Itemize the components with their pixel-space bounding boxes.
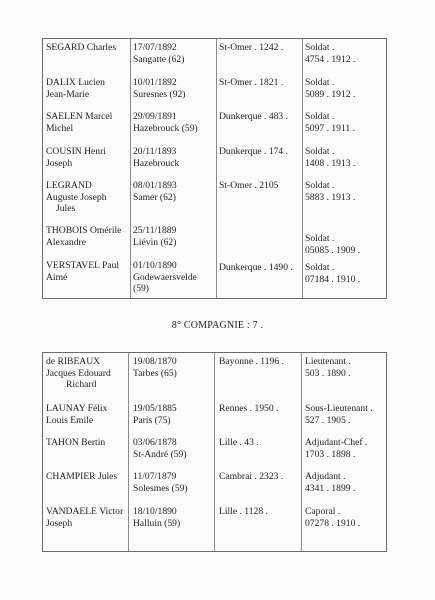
birth-cell (133, 77, 217, 100)
rank-title: Soldat . (305, 77, 335, 88)
recruitment-cell: St-Omer . 1242 . (219, 42, 284, 53)
surname-line: SAELEN Marcel (46, 111, 113, 122)
rank-number: 503 . 1890 . (305, 367, 351, 379)
rank-cell (305, 180, 385, 203)
surname-line: LEGRAND (46, 180, 92, 191)
rank-title: Adjudant . (305, 471, 346, 482)
given-name-line: Richard (66, 379, 97, 390)
given-name-line: Jules (56, 203, 76, 214)
surname-line: SEGARD Charles (46, 42, 117, 53)
birth-place: Sangatte (62) (133, 53, 185, 65)
surname-line: DALIX Lucien (46, 77, 105, 88)
rank-title: Caporal . (305, 506, 341, 517)
rank-cell (305, 146, 385, 169)
birth-place: Godewaersvelde (133, 271, 197, 283)
birth-date: 11/07/1879 (133, 471, 177, 482)
given-name-line: Jacques Edouard (46, 367, 111, 379)
rank-cell (305, 506, 385, 529)
name-cell (46, 506, 130, 529)
recruitment-cell: Lille . 43 . (219, 437, 259, 448)
recruitment-cell: St-Omer . 2105 (219, 180, 279, 191)
name-cell (46, 146, 130, 169)
rank-cell (305, 403, 385, 426)
name-cell (46, 42, 130, 54)
rank-title: Soldat . (305, 262, 335, 273)
birth-place: Solesmes (59) (133, 482, 188, 494)
birth-place: Suresnes (92) (133, 88, 186, 100)
name-cell (46, 77, 130, 100)
rank-cell (305, 233, 385, 256)
birth-date: 08/01/1893 (133, 180, 177, 191)
given-name-line: Joseph (46, 157, 73, 169)
birth-place: Samer (62) (133, 191, 176, 203)
rank-number: 07278 . 1910 . (305, 517, 361, 529)
birth-date: 25/11/1889 (133, 225, 177, 236)
rank-title: Soldat . (305, 180, 335, 191)
birth-cell (133, 356, 217, 379)
surname-line: VERSTAVEL Paul (46, 260, 120, 271)
rank-number: 1703 . 1898 . (305, 448, 356, 460)
name-cell (46, 111, 130, 134)
birth-place: Tarbes (65) (133, 367, 177, 379)
birth-cell (133, 403, 217, 426)
column-divider (301, 353, 302, 551)
rank-number: 527 . 1905 . (305, 414, 351, 426)
given-name-line: Aimé (46, 271, 68, 283)
recruitment-cell: St-Omer . 1821 . (219, 77, 284, 88)
rank-number: 5883 . 1913 . (305, 191, 356, 203)
rank-cell (305, 262, 385, 285)
recruitment-cell: Dunkerque . 1490 . (219, 262, 293, 273)
birth-cell (133, 471, 217, 494)
column-divider (130, 39, 131, 298)
birth-date: 18/10/1890 (133, 506, 177, 517)
rank-title: Soldat . (305, 111, 335, 122)
birth-date: 20/11/1893 (133, 146, 177, 157)
given-name-line: Alexandre (46, 236, 86, 248)
rank-number: 07184 . 1910 . (305, 273, 361, 285)
birth-place: Halluin (59) (133, 517, 181, 529)
rank-cell (305, 77, 385, 100)
rank-cell (305, 356, 385, 379)
birth-date: 17/07/1892 (133, 42, 177, 53)
name-cell (46, 437, 130, 449)
birth-place: St-André (59) (133, 448, 187, 460)
name-cell (46, 471, 130, 483)
birth-date: 19/08/1870 (133, 356, 177, 367)
given-name-line: Michel (46, 122, 74, 134)
given-name-line: Louis Emile (46, 414, 94, 426)
birth-date: 01/10/1890 (133, 260, 177, 271)
birth-cell (133, 180, 217, 203)
birth-cell (133, 111, 217, 134)
birth-cell (133, 437, 217, 460)
birth-date: 10/01/1892 (133, 77, 177, 88)
birth-cell (133, 506, 217, 529)
name-cell (46, 225, 130, 248)
rank-title: Adjudant-Chef . (305, 437, 368, 448)
rank-title: Sous-Lieutenant . (305, 403, 373, 414)
birth-date: 03/06/1878 (133, 437, 177, 448)
rank-title: Soldat . (305, 42, 335, 53)
birth-place-dept: (59) (133, 283, 149, 294)
birth-place: Paris (75) (133, 414, 171, 426)
birth-date: 29/09/1891 (133, 111, 177, 122)
rank-cell (305, 471, 385, 494)
given-name-line: Jean-Marie (46, 88, 90, 100)
rank-cell (305, 437, 385, 460)
recruitment-cell: Dunkerque . 483 . (219, 111, 289, 122)
recruitment-cell: Lille . 1128 . (219, 506, 268, 517)
name-cell (46, 180, 130, 215)
rank-number: 1408 . 1913 . (305, 157, 356, 169)
table-2 (42, 352, 387, 552)
surname-line: CHAMPIER Jules (46, 471, 118, 482)
company-heading: 8° COMPAGNIE : 7 . (171, 320, 264, 331)
rank-number: 5097 . 1911 . (305, 122, 356, 134)
birth-place: Hazebrouck (59) (133, 122, 198, 134)
rank-number: 4341 . 1899 . (305, 482, 356, 494)
name-cell (46, 260, 130, 283)
rank-number: 5089 . 1912 . (305, 88, 356, 100)
rank-cell (305, 111, 385, 134)
rank-title: Soldat . (305, 146, 335, 157)
recruitment-cell: Rennes . 1950 . (219, 403, 279, 414)
birth-date: 19/05/1885 (133, 403, 177, 414)
surname-line: de RIBEAUX (46, 356, 101, 367)
recruitment-cell: Bayonne . 1196 . (219, 356, 284, 367)
rank-title: Soldat . (305, 233, 335, 244)
surname-line: TAHON Bertin (46, 437, 106, 448)
birth-place: Hazebrouck (133, 157, 180, 169)
surname-line: VANDAELE Victor (46, 506, 124, 517)
surname-line: LAUNAY Félix (46, 403, 108, 414)
name-cell (46, 356, 130, 391)
rank-title: Lieutenant . (305, 356, 351, 367)
rank-number: 4754 . 1912 . (305, 53, 356, 65)
surname-line: THOBOIS Omérile (46, 225, 122, 236)
rank-number: 05085 . 1909 . (305, 244, 361, 256)
recruitment-cell: Cambrai . 2323 . (219, 471, 284, 482)
birth-cell (133, 260, 217, 295)
table-1 (42, 38, 387, 299)
rank-cell (305, 42, 385, 65)
birth-cell (133, 42, 217, 65)
given-name-line: Joseph (46, 517, 73, 529)
birth-cell (133, 146, 217, 169)
surname-line: COUSIN Henri (46, 146, 106, 157)
recruitment-cell: Dunkerque . 174 . (219, 146, 289, 157)
birth-place: Liévin (62) (133, 236, 177, 248)
name-cell (46, 403, 130, 426)
given-name-line: Auguste Joseph (46, 191, 107, 203)
birth-cell (133, 225, 217, 248)
